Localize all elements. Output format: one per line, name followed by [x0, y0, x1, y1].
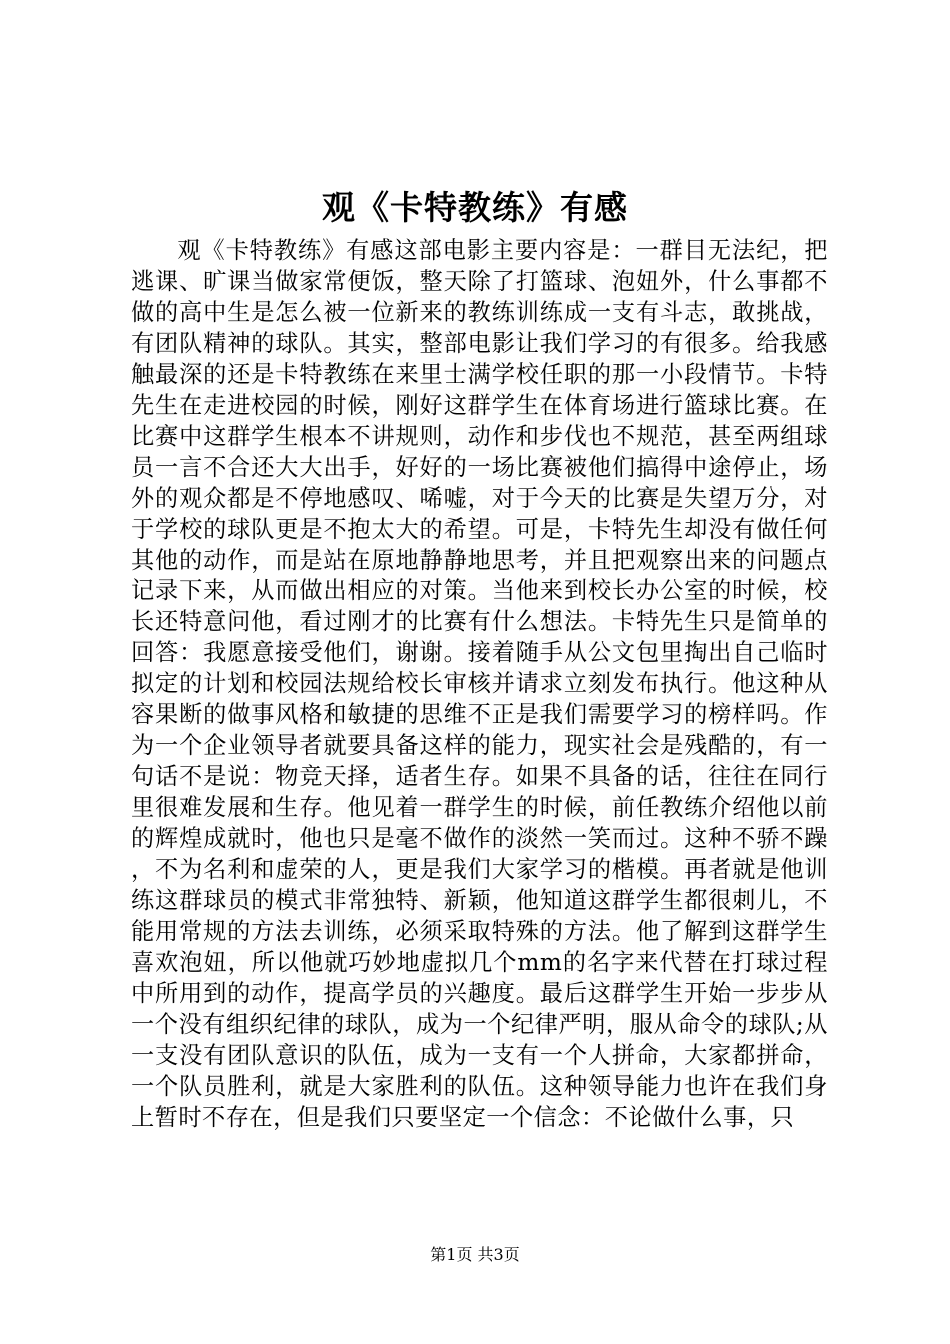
page-footer: 第1页 共3页 [430, 1245, 520, 1264]
document-title: 观《卡特教练》有感 [322, 188, 628, 227]
body-paragraph: 观《卡特教练》有感这部电影主要内容是：一群目无法纪，把逃课、旷课当做家常便饭，整天除了打篮球、泡妞外，什么事都不做的高中生是怎么被一位新来的教练训练成一支有斗志，敢挑战，有团队精神的球队。其实，整部电影让我们学习的有很多。给我感触最深的还是卡特教练在来里士满学校任职的那一小段情节。卡特先生在走进校园的时候，刚好这群学生在体育场进行篮球比赛。在比赛中这群学生根本不讲规则，动作和步伐也不规范，甚至两组球员一言不合还大大出手，好好的一场比赛被他们搞得中途停止，场外的观众都是不停地感叹、唏嘘，对于今天的比赛是失望万分，对于学校的球队更是不抱太大的希望。可是，卡特先生却没有做任何其他的动作，而是站在原地静静地思考，并且把观察出来的问题点记录下来，从而做出相应的对策。当他来到校长办公室的时候，校长还特意问他，看过刚才的比赛有什么想法。卡特先生只是简单的回答：我愿意接受他们，谢谢。接着随手从公文包里掏出自己临时拟定的计划和校园法规给校长审核并请求立刻发布执行。他这种从容果断的做事风格和敏捷的思维不正是我们需要学习的榜样吗。作为一个企业领导者就要具备这样的能力，现实社会是残酷的，有一句话不是说：物竞天择，适者生存。如果不具备的话，往往在同行里很难发展和生存。他见着一群学生的时候，前任教练介绍他以前的辉煌成就时，他也只是毫不做作的淡然一笑而过。这种不骄不躁，不为名利和虚荣的人，更是我们大家学习的楷模。再者就是他训练这群球员的模式非常独特、新颖，他知道这群学生都很刺儿，不能用常规的方法去训练，必须采取特殊的方法。他了解到这群学生喜欢泡妞，所以他就巧妙地虚拟几个mm的名字来代替在打球过程中所用到的动作，提高学员的兴趣度。最后这群学生开始一步步从一个没有组织纪律的球队，成为一个纪律严明，服从命令的球队;从一支没有团队意识的队伍，成为一支有一个人拼命，大家都拼命，一个队员胜利，就是大家胜利的队伍。这种领导能力也许在我们身上暂时不存在，但是我们只要坚定一个信念：不论做什么事，只 [131, 237, 828, 1131]
